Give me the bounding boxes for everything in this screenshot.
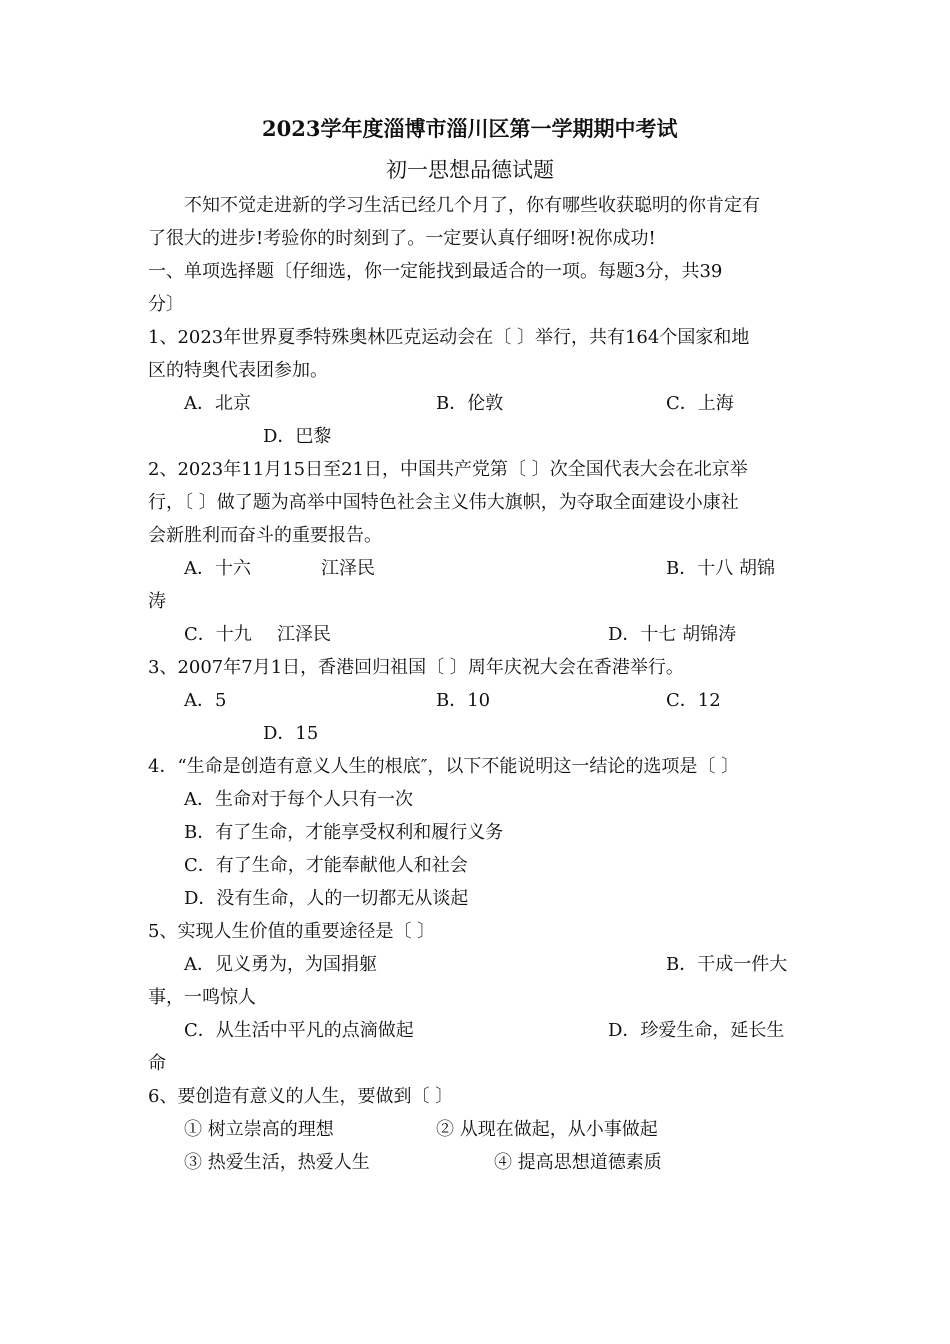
option-b: B．十八 胡锦 xyxy=(666,558,775,579)
option-a: A．5 xyxy=(184,690,227,711)
statement-4: ④ 提高思想道德素质 xyxy=(494,1152,662,1173)
question-stem: 5、实现人生价值的重要途径是〔 〕 xyxy=(148,921,436,942)
question-stem: 行，〔 〕做了题为高举中国特色社会主义伟大旗帜，为夺取全面建设小康社 xyxy=(148,492,739,513)
option-d: D．十七 胡锦涛 xyxy=(608,624,737,645)
question-stem: 1、2023年世界夏季特殊奥林匹克运动会在〔 〕举行，共有164个国家和地 xyxy=(148,327,750,348)
option-b: B．有了生命，才能享受权利和履行义务 xyxy=(184,822,504,843)
option-d: D．15 xyxy=(263,723,319,744)
option-d: D．巴黎 xyxy=(263,426,332,447)
option-b: B．干成一件大 xyxy=(666,954,788,975)
question-stem: 4．“生命是创造有意义人生的根底″，以下不能说明这一结论的选项是〔 〕 xyxy=(148,756,740,777)
option-b-wrap: 涛 xyxy=(148,591,166,612)
option-c: C．从生活中平凡的点滴做起 xyxy=(184,1020,414,1041)
exam-title: 2023学年度淄博市淄川区第一学期期中考试 xyxy=(262,116,678,141)
option-c: C．十九 xyxy=(184,624,252,645)
intro-line: 不知不觉走进新的学习生活已经几个月了，你有哪些收获聪明的你肯定有 xyxy=(184,195,760,216)
option-a-name: 江泽民 xyxy=(321,558,375,579)
option-c-name: 江泽民 xyxy=(277,624,331,645)
option-a: A．生命对于每个人只有一次 xyxy=(184,789,413,810)
option-d-wrap: 命 xyxy=(148,1053,166,1074)
question-stem: 区的特奥代表团参加。 xyxy=(148,360,328,381)
option-d: D．珍爱生命，延长生 xyxy=(608,1020,785,1041)
statement-2: ② 从现在做起，从小事做起 xyxy=(436,1119,658,1140)
option-b-wrap: 事，一鸣惊人 xyxy=(148,987,256,1008)
option-c: C．上海 xyxy=(666,393,734,414)
statement-3: ③ 热爱生活，热爱人生 xyxy=(184,1152,370,1173)
option-d: D．没有生命，人的一切都无从谈起 xyxy=(184,888,469,909)
question-stem: 3、2007年7月1日，香港回归祖国〔 〕周年庆祝大会在香港举行。 xyxy=(148,657,684,678)
option-a: A．十六 xyxy=(184,558,251,579)
section-heading: 分〕 xyxy=(148,294,184,315)
option-b: B．10 xyxy=(436,690,491,711)
option-a: A．北京 xyxy=(184,393,251,414)
option-a: A．见义勇为，为国捐躯 xyxy=(184,954,377,975)
question-stem: 2、2023年11月15日至21日，中国共产党第〔 〕次全国代表大会在北京举 xyxy=(148,459,748,480)
exam-subtitle: 初一思想品德试题 xyxy=(386,158,554,182)
statement-1: ① 树立崇高的理想 xyxy=(184,1119,334,1140)
question-stem: 6、要创造有意义的人生，要做到〔 〕 xyxy=(148,1086,454,1107)
option-c: C．有了生命，才能奉献他人和社会 xyxy=(184,855,468,876)
question-stem: 会新胜利而奋斗的重要报告。 xyxy=(148,525,382,546)
intro-line: 了很大的进步!考验你的时刻到了。一定要认真仔细呀!祝你成功! xyxy=(148,228,656,249)
section-heading: 一、单项选择题〔仔细选，你一定能找到最适合的一项。每题3分，共39 xyxy=(148,261,723,282)
option-c: C．12 xyxy=(666,690,721,711)
option-b: B．伦敦 xyxy=(436,393,504,414)
